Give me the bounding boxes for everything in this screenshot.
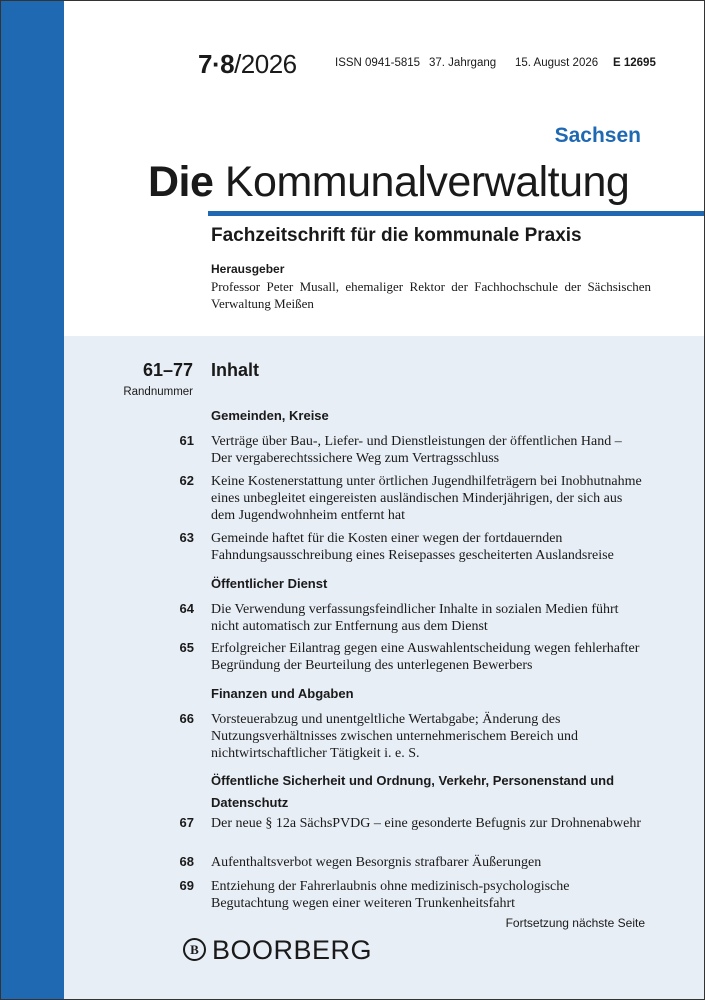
entry-title: Keine Kostenerstattung unter örtlichen Jugendhilfeträgern bei Inobhutnahme eines unbegleitet eingereisten ausländischen Minderjährigen, der sich aus dem Jugendwohnheim entfernt hat [211,474,642,523]
contents-heading: Inhalt [211,360,259,380]
entry-title: Entziehung der Fahrerlaubnis ohne medizinisch-psychologische Begutachtung wegen einer weiteren Trunkenheitsfahrt [211,879,570,911]
entry-number: 67 [179,815,194,830]
journal-subtitle: Fachzeitschrift für die kommunale Praxis [211,225,582,246]
entry-title: Die Verwendung verfassungsfeindlicher Inhalte in sozialen Medien führt nicht automatisch zur Entfernung aus dem Dienst [211,602,619,634]
entry-number: 66 [179,711,194,726]
section-heading: Finanzen und Abgaben [211,686,354,701]
entry-number: 65 [179,640,194,655]
editor-label: Herausgeber [211,262,285,276]
journal-title: Die Kommunalverwaltung [148,158,630,206]
entry-number: 61 [179,433,194,448]
issn: ISSN 0941-5815 [335,57,421,69]
entry-number: 69 [179,878,194,893]
entry-title: Verträge über Bau-, Liefer- und Dienstleistungen der öffentlichen Hand – Der vergaberechtssichere Weg zum Vertragsschluss [211,434,622,466]
entry-title: Erfolgreicher Eilantrag gegen eine Auswahlentscheidung wegen fehlerhafter Begründung der Beurteilung des unterlegenen Bewerbers [211,641,640,673]
entry-number: 68 [179,854,194,869]
issue-code: E 12695 [613,57,656,69]
randnummer-label: Randnummer [123,386,193,398]
editor-text: Professor Peter Musall, ehemaliger Rektor der Fachhochschule der Sächsischen Verwaltung Meißen [211,279,651,311]
entry-number: 63 [179,530,194,545]
entry-title: Aufenthaltsverbot wegen Besorgnis strafbarer Äußerungen [211,855,542,870]
publisher-logo-icon: B [183,938,206,961]
volume: 37. Jahrgang [429,57,497,69]
section-heading: Öffentliche Sicherheit und Ordnung, Verkehr, Personenstand und Datenschutz [211,773,615,810]
continued-note: Fortsetzung nächste Seite [505,916,645,930]
paragraph-range: 61–77 [142,360,193,380]
region-label: Sachsen [554,124,641,147]
entry-title: Der neue § 12a SächsPVDG – eine gesonderte Befugnis zur Drohnenabwehr [211,816,641,831]
entry-number: 64 [179,601,194,616]
issue-date: 15. August 2026 [515,57,599,69]
issue-number: 7·8/2026 [198,49,297,79]
entry-title: Gemeinde haftet für die Kosten einer wegen der fortdauernden Fahndungsausschreibung eines Reisepasses gescheiterten Auslandsreise [211,531,614,563]
entry-title: Vorsteuerabzug und unentgeltliche Wertabgabe; Änderung des Nutzungsverhältnisses zwischen unternehmerischem Bereich und nichtwirtschaftlicher Tätigkeit i. e. S. [211,712,579,761]
entry-number: 62 [179,473,194,488]
section-heading: Öffentlicher Dienst [211,576,328,591]
section-heading: Gemeinden, Kreise [211,408,329,423]
publisher-name: BOORBERG [212,935,373,965]
